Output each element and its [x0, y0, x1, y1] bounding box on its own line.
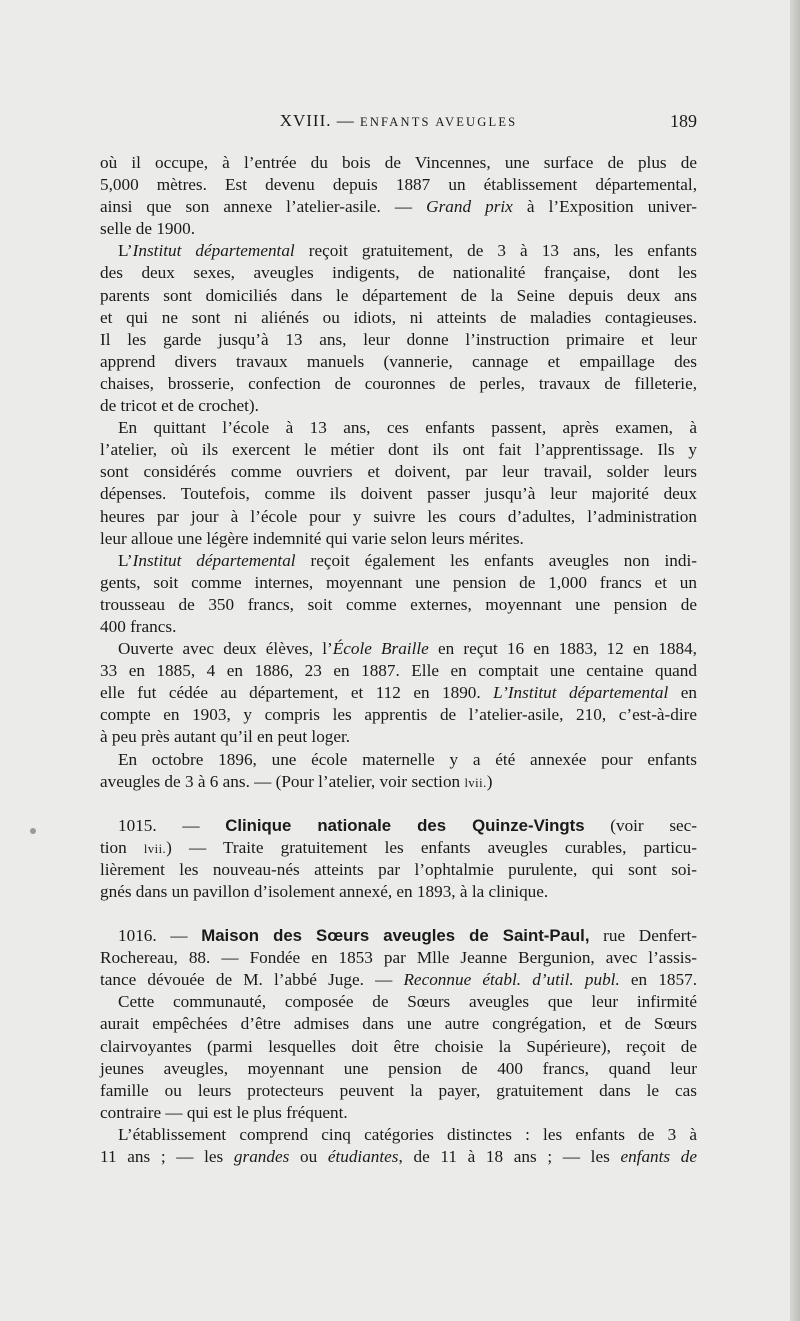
text-line: parents sont domiciliés dans le département de la Seine depuis deux ans: [100, 285, 697, 305]
text-line: En octobre 1896, une école maternelle y a été annexée pour enfants: [118, 749, 697, 769]
text-line: où il occupe, à l’entrée du bois de Vincennes, une surface de plus de: [100, 153, 697, 172]
text-line: 400 francs.: [100, 616, 177, 636]
text-line: des deux sexes, aveugles indigents, de nationalité française, dont les: [100, 263, 697, 283]
text-line: gents, soit comme internes, moyennant une pension de 1,000 francs et un: [100, 572, 697, 592]
text-line: En quittant l’école à 13 ans, ces enfants passent, après examen, à: [118, 418, 697, 438]
text-line: 5,000 mètres. Est devenu depuis 1887 un établissement départemental,: [100, 175, 697, 195]
header-section-title: ENFANTS AVEUGLES: [359, 115, 518, 129]
header-title: [100, 110, 697, 133]
page-gutter-shadow: [790, 0, 800, 1321]
text-line: chaises, brosserie, confection de couronnes de perles, travaux de filleterie,: [100, 373, 697, 393]
text-line: de tricot et de crochet).: [100, 396, 259, 416]
header-chapter: XVIII.: [279, 111, 332, 130]
text-line: tion lvii.) — Traite gratuitement les enfants aveugles curables, particu-: [100, 837, 697, 857]
text-line: ainsi que son annexe l’atelier-asile. — Grand prix à l’Exposition univer-: [100, 197, 697, 217]
text-line: aurait empêchées d’être admises dans une autre congrégation, et de Sœurs: [100, 1014, 697, 1034]
text-line: 11 ans ; — les grandes ou étudiantes, de 11 à 18 ans ; — les enfants de: [100, 1147, 698, 1167]
text-line: clairvoyantes (parmi lesquelles doit être choisie la Supérieure), reçoit de: [100, 1036, 697, 1056]
text-line: 33 en 1885, 4 en 1886, 23 en 1887. Elle en comptait une centaine quand: [100, 661, 697, 681]
text-line: gnés dans un pavillon d’isolement annexé, en 1893, à la clinique.: [100, 882, 549, 901]
text-line: Ouverte avec deux élèves, l’École Braille en reçut 16 en 1883, 12 en 1884,: [118, 639, 697, 659]
text-line: trousseau de 350 francs, soit comme externes, moyennant une pension de: [100, 594, 697, 614]
section-gap: [100, 793, 697, 815]
text-line: Il les garde jusqu’à 13 ans, leur donne l’instruction primaire et leur: [100, 329, 697, 349]
text-line: tance dévouée de M. l’abbé Juge. — Reconnue établ. d’util. publ. en 1857.: [100, 970, 697, 990]
text-line: lièrement les nouveau-nés atteints par l’ophtalmie purulente, qui sont soi-: [100, 859, 697, 879]
text-line: à peu près autant qu’il en peut loger.: [100, 727, 351, 747]
page-number: 189: [670, 111, 697, 131]
text-line: dépenses. Toutefois, comme ils doivent passer jusqu’à leur majorité deux: [100, 484, 697, 504]
text-line: famille ou leurs protecteurs peuvent la payer, gratuitement dans le cas: [100, 1080, 697, 1100]
section-1015-heading: Clinique nationale des Quinze-Vingts: [225, 815, 585, 835]
text-line: L’Institut départemental reçoit également les enfants aveugles non indi-: [118, 550, 697, 570]
text-line: L’établissement comprend cinq catégories distinctes : les enfants de 3 à: [118, 1124, 697, 1144]
text-line: apprend divers travaux manuels (vannerie, cannage et empaillage des: [100, 351, 697, 371]
section-1016-heading: Maison des Sœurs aveugles de Saint-Paul,: [201, 926, 590, 946]
text-line: heures par jour à l’école pour y suivre les cours d’adultes, l’administration: [100, 506, 697, 526]
running-header: [100, 110, 697, 140]
text-line: compte en 1903, y compris les apprentis de l’atelier-asile, 210, c’est-à-dire: [100, 705, 697, 725]
section-1015-line: 1015. — Clinique nationale des Quinze-Vingts (voir sec-: [118, 815, 697, 835]
text-line: contraire — qui est le plus fréquent.: [100, 1102, 348, 1122]
text-line: aveugles de 3 à 6 ans. — (Pour l’atelier, voir section lvii.): [100, 771, 493, 791]
text-line: Rochereau, 88. — Fondée en 1853 par Mlle Jeanne Bergunion, avec l’assis-: [100, 948, 697, 968]
text-line: L’Institut départemental reçoit gratuitement, de 3 à 13 ans, les enfants: [118, 241, 698, 261]
text-line: sont considérés comme ouvriers et doivent, par leur travail, solder leurs: [100, 462, 697, 482]
text-line: jeunes aveugles, moyennant une pension de 400 francs, quand leur: [100, 1058, 697, 1078]
text-line: l’atelier, où ils exercent le métier dont ils ont fait l’apprentissage. Ils y: [100, 440, 697, 460]
text-line: selle de 1900.: [100, 219, 195, 239]
margin-speck: [30, 828, 36, 834]
section-1016-line: 1016. — Maison des Sœurs aveugles de Saint-Paul, rue Denfert-: [118, 926, 698, 946]
text-line: et qui ne sont ni aliénés ou idiots, ni atteints de maladies contagieuses.: [100, 307, 697, 327]
text-line: leur alloue une légère indemnité qui varie selon leurs mérites.: [100, 528, 524, 548]
text-column: [100, 110, 697, 1168]
header-dash: —: [336, 111, 355, 130]
section-gap: [100, 903, 697, 925]
text-line: Cette communauté, composée de Sœurs aveugles que leur infirmité: [118, 992, 697, 1012]
text-line: elle fut cédée au département, et 112 en 1890. L’Institut départemental en: [100, 683, 697, 703]
